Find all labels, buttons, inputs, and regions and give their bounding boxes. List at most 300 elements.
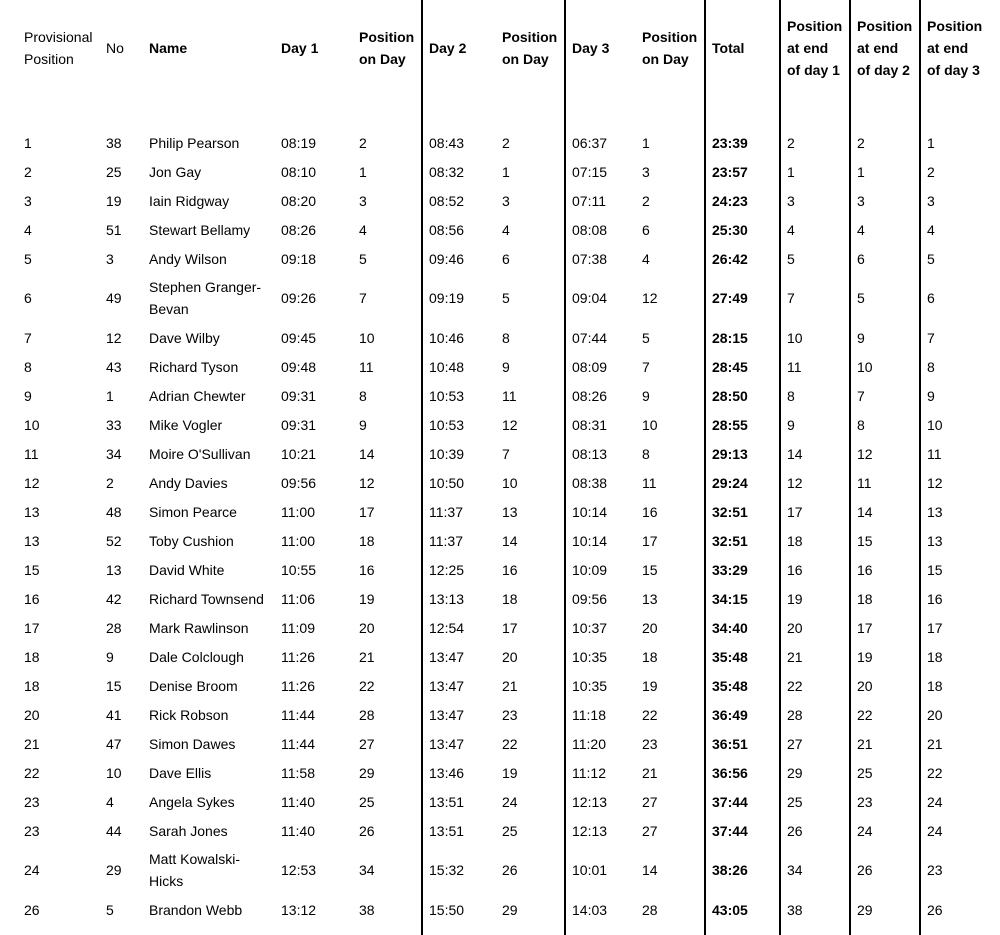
cell-end-day2-position: 9 bbox=[857, 329, 865, 346]
cell-day2-time: 13:13 bbox=[429, 590, 465, 607]
cell-day2-time: 09:46 bbox=[429, 250, 465, 267]
cell-day1-position: 20 bbox=[359, 619, 375, 636]
cell-provisional-position: 15 bbox=[24, 561, 40, 578]
cell-day3-time: 08:38 bbox=[572, 474, 608, 491]
cell-no: 12 bbox=[106, 329, 122, 346]
header-end-day1: Position at end of day 1 bbox=[787, 18, 843, 78]
cell-day3-position: 19 bbox=[642, 677, 658, 694]
cell-total: 28:45 bbox=[712, 358, 748, 375]
column-divider bbox=[779, 0, 781, 935]
cell-no: 3 bbox=[106, 250, 114, 267]
cell-day2-position: 16 bbox=[502, 561, 518, 578]
name-line: Simon Pearce bbox=[149, 503, 237, 520]
cell-day3-position: 12 bbox=[642, 290, 658, 306]
cell-day1-position: 16 bbox=[359, 561, 375, 578]
cell-day2-time: 08:52 bbox=[429, 192, 465, 209]
cell-end-day1-position: 5 bbox=[787, 250, 795, 267]
cell-day1-time: 11:44 bbox=[281, 706, 315, 723]
cell-day2-time: 13:51 bbox=[429, 822, 465, 839]
cell-total: 37:44 bbox=[712, 822, 748, 839]
cell-name bbox=[149, 848, 240, 892]
cell-end-day1-position: 12 bbox=[787, 474, 803, 491]
cell-end-day1-position: 28 bbox=[787, 706, 803, 723]
cell-end-day3-position: 3 bbox=[927, 192, 935, 209]
cell-end-day1-position: 7 bbox=[787, 290, 795, 306]
cell-day2-time: 10:46 bbox=[429, 329, 465, 346]
cell-end-day1-position: 4 bbox=[787, 221, 795, 238]
cell-no: 25 bbox=[106, 163, 122, 180]
cell-end-day3-position: 24 bbox=[927, 822, 943, 839]
cell-day1-position: 27 bbox=[359, 735, 375, 752]
cell-no: 2 bbox=[106, 474, 114, 491]
cell-day3-position: 9 bbox=[642, 387, 650, 404]
name-line: Simon Dawes bbox=[149, 735, 236, 752]
cell-end-day2-position: 1 bbox=[857, 163, 865, 180]
cell-day3-position: 8 bbox=[642, 445, 650, 462]
cell-day1-position: 11 bbox=[359, 358, 374, 375]
name-line: Moire O'Sullivan bbox=[149, 445, 251, 462]
cell-name bbox=[149, 675, 238, 697]
cell-name bbox=[149, 899, 242, 921]
cell-day2-time: 08:32 bbox=[429, 163, 465, 180]
cell-end-day2-position: 10 bbox=[857, 358, 873, 375]
cell-total: 29:13 bbox=[712, 445, 748, 462]
cell-end-day3-position: 6 bbox=[927, 290, 935, 306]
cell-provisional-position: 7 bbox=[24, 329, 32, 346]
cell-provisional-position: 18 bbox=[24, 677, 40, 694]
cell-no: 10 bbox=[106, 764, 122, 781]
cell-day1-position: 19 bbox=[359, 590, 375, 607]
cell-day2-position: 13 bbox=[502, 503, 518, 520]
cell-end-day3-position: 1 bbox=[927, 134, 935, 151]
cell-end-day3-position: 12 bbox=[927, 474, 943, 491]
cell-day3-position: 20 bbox=[642, 619, 658, 636]
cell-name bbox=[149, 762, 211, 784]
cell-day3-time: 11:12 bbox=[572, 764, 606, 781]
cell-day1-time: 08:10 bbox=[281, 163, 317, 180]
cell-end-day2-position: 17 bbox=[857, 619, 873, 636]
cell-end-day1-position: 3 bbox=[787, 192, 795, 209]
cell-name bbox=[149, 132, 239, 154]
cell-end-day3-position: 23 bbox=[927, 862, 943, 878]
cell-name bbox=[149, 704, 228, 726]
cell-day2-position: 25 bbox=[502, 822, 518, 839]
cell-name bbox=[149, 646, 244, 668]
cell-no: 13 bbox=[106, 561, 122, 578]
cell-day3-time: 10:14 bbox=[572, 532, 608, 549]
cell-end-day3-position: 5 bbox=[927, 250, 935, 267]
cell-no: 28 bbox=[106, 619, 122, 636]
cell-end-day2-position: 23 bbox=[857, 793, 873, 810]
cell-day1-time: 11:58 bbox=[281, 764, 315, 781]
cell-day1-time: 11:00 bbox=[281, 503, 315, 520]
cell-day2-position: 11 bbox=[502, 387, 517, 404]
cell-day2-position: 10 bbox=[502, 474, 518, 491]
cell-name bbox=[149, 327, 220, 349]
cell-end-day2-position: 11 bbox=[857, 474, 872, 491]
cell-day1-position: 21 bbox=[359, 648, 375, 665]
cell-day3-time: 11:18 bbox=[572, 706, 606, 723]
cell-day2-position: 6 bbox=[502, 250, 510, 267]
cell-day3-time: 07:38 bbox=[572, 250, 608, 267]
name-line: Philip Pearson bbox=[149, 134, 240, 151]
cell-name bbox=[149, 588, 264, 610]
cell-day1-position: 2 bbox=[359, 134, 367, 151]
cell-name bbox=[149, 791, 235, 813]
cell-day3-time: 07:44 bbox=[572, 329, 608, 346]
column-divider bbox=[704, 0, 706, 935]
cell-day2-time: 12:54 bbox=[429, 619, 465, 636]
cell-day3-time: 10:09 bbox=[572, 561, 608, 578]
cell-day1-position: 17 bbox=[359, 503, 375, 520]
cell-end-day2-position: 15 bbox=[857, 532, 873, 549]
cell-total: 36:51 bbox=[712, 735, 748, 752]
cell-day1-position: 4 bbox=[359, 221, 367, 238]
cell-day3-position: 4 bbox=[642, 250, 650, 267]
cell-total: 32:51 bbox=[712, 503, 748, 520]
cell-name bbox=[149, 161, 201, 183]
cell-day3-position: 18 bbox=[642, 648, 658, 665]
cell-day2-position: 19 bbox=[502, 764, 518, 781]
cell-day2-position: 5 bbox=[502, 290, 510, 306]
cell-day2-time: 13:47 bbox=[429, 735, 465, 752]
cell-day3-position: 15 bbox=[642, 561, 658, 578]
cell-name bbox=[149, 472, 228, 494]
cell-day3-time: 10:14 bbox=[572, 503, 608, 520]
cell-end-day2-position: 25 bbox=[857, 764, 873, 781]
cell-provisional-position: 9 bbox=[24, 387, 32, 404]
cell-day1-position: 7 bbox=[359, 290, 367, 306]
name-line: Matt Kowalski- bbox=[149, 851, 241, 867]
cell-day3-time: 11:20 bbox=[572, 735, 606, 752]
cell-provisional-position: 18 bbox=[24, 648, 40, 665]
cell-end-day2-position: 20 bbox=[857, 677, 873, 694]
cell-day1-position: 18 bbox=[359, 532, 375, 549]
cell-name bbox=[149, 443, 251, 465]
cell-day2-position: 18 bbox=[502, 590, 518, 607]
cell-day3-time: 07:11 bbox=[572, 192, 606, 209]
cell-end-day1-position: 29 bbox=[787, 764, 803, 781]
cell-day3-position: 21 bbox=[642, 764, 658, 781]
cell-provisional-position: 22 bbox=[24, 764, 40, 781]
cell-end-day3-position: 4 bbox=[927, 221, 935, 238]
cell-name bbox=[149, 501, 237, 523]
cell-total: 36:49 bbox=[712, 706, 748, 723]
column-divider bbox=[564, 0, 566, 935]
cell-provisional-position: 26 bbox=[24, 901, 40, 918]
cell-day3-time: 08:31 bbox=[572, 416, 608, 433]
cell-no: 29 bbox=[106, 862, 122, 878]
cell-day3-time: 10:35 bbox=[572, 648, 608, 665]
cell-day2-position: 22 bbox=[502, 735, 518, 752]
cell-end-day1-position: 2 bbox=[787, 134, 795, 151]
cell-end-day3-position: 26 bbox=[927, 901, 943, 918]
cell-day3-position: 5 bbox=[642, 329, 650, 346]
cell-total: 27:49 bbox=[712, 290, 748, 306]
cell-day3-position: 10 bbox=[642, 416, 658, 433]
cell-total: 29:24 bbox=[712, 474, 748, 491]
cell-total: 24:23 bbox=[712, 192, 748, 209]
name-line: Richard Townsend bbox=[149, 590, 264, 607]
cell-provisional-position: 11 bbox=[24, 445, 39, 462]
cell-provisional-position: 1 bbox=[24, 134, 32, 151]
cell-end-day1-position: 22 bbox=[787, 677, 803, 694]
cell-day2-position: 29 bbox=[502, 901, 518, 918]
cell-total: 26:42 bbox=[712, 250, 748, 267]
cell-end-day2-position: 8 bbox=[857, 416, 865, 433]
cell-day1-position: 28 bbox=[359, 706, 375, 723]
cell-day2-time: 13:47 bbox=[429, 677, 465, 694]
cell-total: 23:57 bbox=[712, 163, 748, 180]
cell-provisional-position: 24 bbox=[24, 862, 40, 878]
cell-day1-position: 14 bbox=[359, 445, 375, 462]
column-divider bbox=[919, 0, 921, 935]
cell-end-day1-position: 11 bbox=[787, 358, 802, 375]
cell-end-day2-position: 3 bbox=[857, 192, 865, 209]
cell-end-day3-position: 15 bbox=[927, 561, 943, 578]
cell-day1-time: 09:31 bbox=[281, 416, 317, 433]
cell-name bbox=[149, 733, 235, 755]
cell-day3-position: 3 bbox=[642, 163, 650, 180]
cell-day1-position: 38 bbox=[359, 901, 375, 918]
cell-total: 43:05 bbox=[712, 901, 748, 918]
cell-day1-position: 8 bbox=[359, 387, 367, 404]
cell-day3-position: 28 bbox=[642, 901, 658, 918]
cell-end-day3-position: 13 bbox=[927, 532, 943, 549]
cell-day3-position: 6 bbox=[642, 221, 650, 238]
cell-end-day3-position: 21 bbox=[927, 735, 943, 752]
cell-end-day1-position: 8 bbox=[787, 387, 795, 404]
cell-end-day1-position: 21 bbox=[787, 648, 803, 665]
name-line: Angela Sykes bbox=[149, 793, 235, 810]
cell-total: 35:48 bbox=[712, 648, 748, 665]
cell-day3-position: 22 bbox=[642, 706, 658, 723]
cell-provisional-position: 5 bbox=[24, 250, 32, 267]
name-line: Sarah Jones bbox=[149, 822, 228, 839]
cell-day2-position: 4 bbox=[502, 221, 510, 238]
cell-total: 34:15 bbox=[712, 590, 748, 607]
cell-no: 9 bbox=[106, 648, 114, 665]
cell-day1-time: 08:19 bbox=[281, 134, 317, 151]
cell-day2-time: 15:32 bbox=[429, 862, 465, 878]
cell-day2-time: 08:56 bbox=[429, 221, 465, 238]
cell-end-day1-position: 17 bbox=[787, 503, 803, 520]
cell-name bbox=[149, 385, 246, 407]
cell-end-day1-position: 16 bbox=[787, 561, 803, 578]
cell-day3-time: 12:13 bbox=[572, 793, 608, 810]
cell-day3-position: 1 bbox=[642, 134, 650, 151]
cell-day1-position: 34 bbox=[359, 862, 375, 878]
cell-day2-time: 10:50 bbox=[429, 474, 465, 491]
cell-day2-position: 9 bbox=[502, 358, 510, 375]
cell-no: 49 bbox=[106, 290, 122, 306]
cell-day2-position: 23 bbox=[502, 706, 518, 723]
cell-name bbox=[149, 219, 250, 241]
cell-day1-time: 11:09 bbox=[281, 619, 315, 636]
cell-end-day2-position: 26 bbox=[857, 862, 873, 878]
cell-day1-time: 08:20 bbox=[281, 192, 317, 209]
name-line: Jon Gay bbox=[149, 163, 202, 180]
cell-day2-position: 24 bbox=[502, 793, 518, 810]
header-position-day3: Position on Day bbox=[642, 29, 698, 67]
name-line: Denise Broom bbox=[149, 677, 238, 694]
cell-day3-time: 12:13 bbox=[572, 822, 608, 839]
name-line: Hicks bbox=[149, 873, 184, 889]
cell-day1-time: 09:45 bbox=[281, 329, 317, 346]
cell-day3-position: 11 bbox=[642, 474, 657, 491]
cell-day1-time: 09:48 bbox=[281, 358, 317, 375]
cell-end-day1-position: 1 bbox=[787, 163, 795, 180]
cell-end-day2-position: 12 bbox=[857, 445, 873, 462]
cell-day3-time: 08:09 bbox=[572, 358, 608, 375]
cell-end-day3-position: 2 bbox=[927, 163, 935, 180]
cell-day1-position: 26 bbox=[359, 822, 375, 839]
cell-total: 37:44 bbox=[712, 793, 748, 810]
cell-day1-position: 29 bbox=[359, 764, 375, 781]
cell-day1-time: 11:26 bbox=[281, 648, 315, 665]
cell-day2-position: 20 bbox=[502, 648, 518, 665]
column-divider bbox=[849, 0, 851, 935]
cell-name bbox=[149, 820, 228, 842]
cell-day2-time: 12:25 bbox=[429, 561, 465, 578]
name-line: Iain Ridgway bbox=[149, 192, 230, 209]
cell-provisional-position: 23 bbox=[24, 793, 40, 810]
cell-day3-position: 27 bbox=[642, 793, 658, 810]
cell-day3-time: 10:35 bbox=[572, 677, 608, 694]
cell-name bbox=[149, 190, 229, 212]
cell-end-day3-position: 16 bbox=[927, 590, 943, 607]
header-position-day2: Position on Day bbox=[502, 29, 558, 67]
cell-name bbox=[149, 559, 224, 581]
name-line: Dave Ellis bbox=[149, 764, 212, 781]
cell-provisional-position: 10 bbox=[24, 416, 40, 433]
cell-end-day3-position: 17 bbox=[927, 619, 943, 636]
cell-day3-position: 16 bbox=[642, 503, 658, 520]
cell-day1-position: 9 bbox=[359, 416, 367, 433]
cell-end-day1-position: 10 bbox=[787, 329, 803, 346]
name-line: Rick Robson bbox=[149, 706, 229, 723]
cell-total: 38:26 bbox=[712, 862, 748, 878]
cell-day2-position: 14 bbox=[502, 532, 518, 549]
cell-total: 34:40 bbox=[712, 619, 748, 636]
cell-no: 38 bbox=[106, 134, 122, 151]
cell-day3-time: 14:03 bbox=[572, 901, 608, 918]
cell-end-day3-position: 22 bbox=[927, 764, 943, 781]
cell-end-day2-position: 24 bbox=[857, 822, 873, 839]
cell-end-day1-position: 27 bbox=[787, 735, 803, 752]
cell-no: 52 bbox=[106, 532, 122, 549]
cell-day1-time: 11:40 bbox=[281, 793, 315, 810]
cell-day1-time: 11:06 bbox=[281, 590, 315, 607]
name-line: Andy Wilson bbox=[149, 250, 227, 267]
cell-no: 1 bbox=[106, 387, 114, 404]
cell-day1-time: 09:18 bbox=[281, 250, 317, 267]
name-line: Adrian Chewter bbox=[149, 387, 246, 404]
name-line: Toby Cushion bbox=[149, 532, 234, 549]
cell-day1-position: 5 bbox=[359, 250, 367, 267]
cell-total: 23:39 bbox=[712, 134, 748, 151]
cell-day1-time: 09:26 bbox=[281, 290, 317, 306]
cell-day1-position: 25 bbox=[359, 793, 375, 810]
cell-end-day3-position: 10 bbox=[927, 416, 943, 433]
name-line: Andy Davies bbox=[149, 474, 228, 491]
cell-no: 51 bbox=[106, 221, 122, 238]
cell-name bbox=[149, 356, 238, 378]
cell-day3-position: 17 bbox=[642, 532, 658, 549]
cell-total: 35:48 bbox=[712, 677, 748, 694]
cell-end-day1-position: 38 bbox=[787, 901, 803, 918]
cell-day2-time: 13:47 bbox=[429, 648, 465, 665]
header-end-day3: Position at end of day 3 bbox=[927, 18, 983, 78]
name-line: Stewart Bellamy bbox=[149, 221, 251, 238]
cell-total: 25:30 bbox=[712, 221, 748, 238]
header-day3: Day 3 bbox=[572, 40, 610, 56]
cell-end-day1-position: 26 bbox=[787, 822, 803, 839]
cell-no: 33 bbox=[106, 416, 122, 433]
cell-total: 28:50 bbox=[712, 387, 748, 404]
cell-no: 42 bbox=[106, 590, 122, 607]
column-divider bbox=[421, 0, 423, 935]
cell-day1-position: 3 bbox=[359, 192, 367, 209]
cell-name bbox=[149, 617, 249, 639]
cell-total: 33:29 bbox=[712, 561, 748, 578]
header-day1: Day 1 bbox=[281, 40, 319, 56]
cell-day3-time: 10:37 bbox=[572, 619, 608, 636]
header-day2: Day 2 bbox=[429, 40, 467, 56]
name-line: Stephen Granger- bbox=[149, 279, 262, 295]
cell-end-day1-position: 19 bbox=[787, 590, 803, 607]
cell-day2-time: 09:19 bbox=[429, 290, 465, 306]
cell-no: 15 bbox=[106, 677, 122, 694]
cell-end-day3-position: 18 bbox=[927, 677, 943, 694]
cell-day3-time: 09:04 bbox=[572, 290, 608, 306]
cell-end-day2-position: 5 bbox=[857, 290, 865, 306]
cell-day2-time: 10:53 bbox=[429, 387, 465, 404]
cell-day1-time: 11:40 bbox=[281, 822, 315, 839]
cell-end-day1-position: 25 bbox=[787, 793, 803, 810]
cell-day1-position: 10 bbox=[359, 329, 375, 346]
cell-no: 5 bbox=[106, 901, 114, 918]
cell-provisional-position: 2 bbox=[24, 163, 32, 180]
cell-total: 36:56 bbox=[712, 764, 748, 781]
cell-day1-time: 11:26 bbox=[281, 677, 315, 694]
cell-day2-position: 21 bbox=[502, 677, 518, 694]
cell-day2-time: 13:47 bbox=[429, 706, 465, 723]
cell-provisional-position: 21 bbox=[24, 735, 40, 752]
cell-end-day3-position: 20 bbox=[927, 706, 943, 723]
cell-day1-time: 12:53 bbox=[281, 862, 317, 878]
cell-day1-time: 08:26 bbox=[281, 221, 317, 238]
cell-day2-time: 10:53 bbox=[429, 416, 465, 433]
cell-end-day3-position: 11 bbox=[927, 445, 942, 462]
cell-day2-time: 08:43 bbox=[429, 134, 465, 151]
name-line: Dale Colclough bbox=[149, 648, 244, 665]
cell-day3-time: 08:13 bbox=[572, 445, 608, 462]
cell-day3-position: 13 bbox=[642, 590, 658, 607]
cell-day3-position: 23 bbox=[642, 735, 658, 752]
cell-no: 47 bbox=[106, 735, 122, 752]
cell-provisional-position: 13 bbox=[24, 503, 40, 520]
cell-provisional-position: 3 bbox=[24, 192, 32, 209]
cell-provisional-position: 4 bbox=[24, 221, 32, 238]
cell-total: 28:55 bbox=[712, 416, 748, 433]
cell-day3-time: 09:56 bbox=[572, 590, 608, 607]
cell-day2-time: 11:37 bbox=[429, 532, 463, 549]
cell-day1-time: 09:31 bbox=[281, 387, 317, 404]
cell-day1-time: 11:44 bbox=[281, 735, 315, 752]
cell-day3-time: 08:26 bbox=[572, 387, 608, 404]
cell-day3-position: 27 bbox=[642, 822, 658, 839]
